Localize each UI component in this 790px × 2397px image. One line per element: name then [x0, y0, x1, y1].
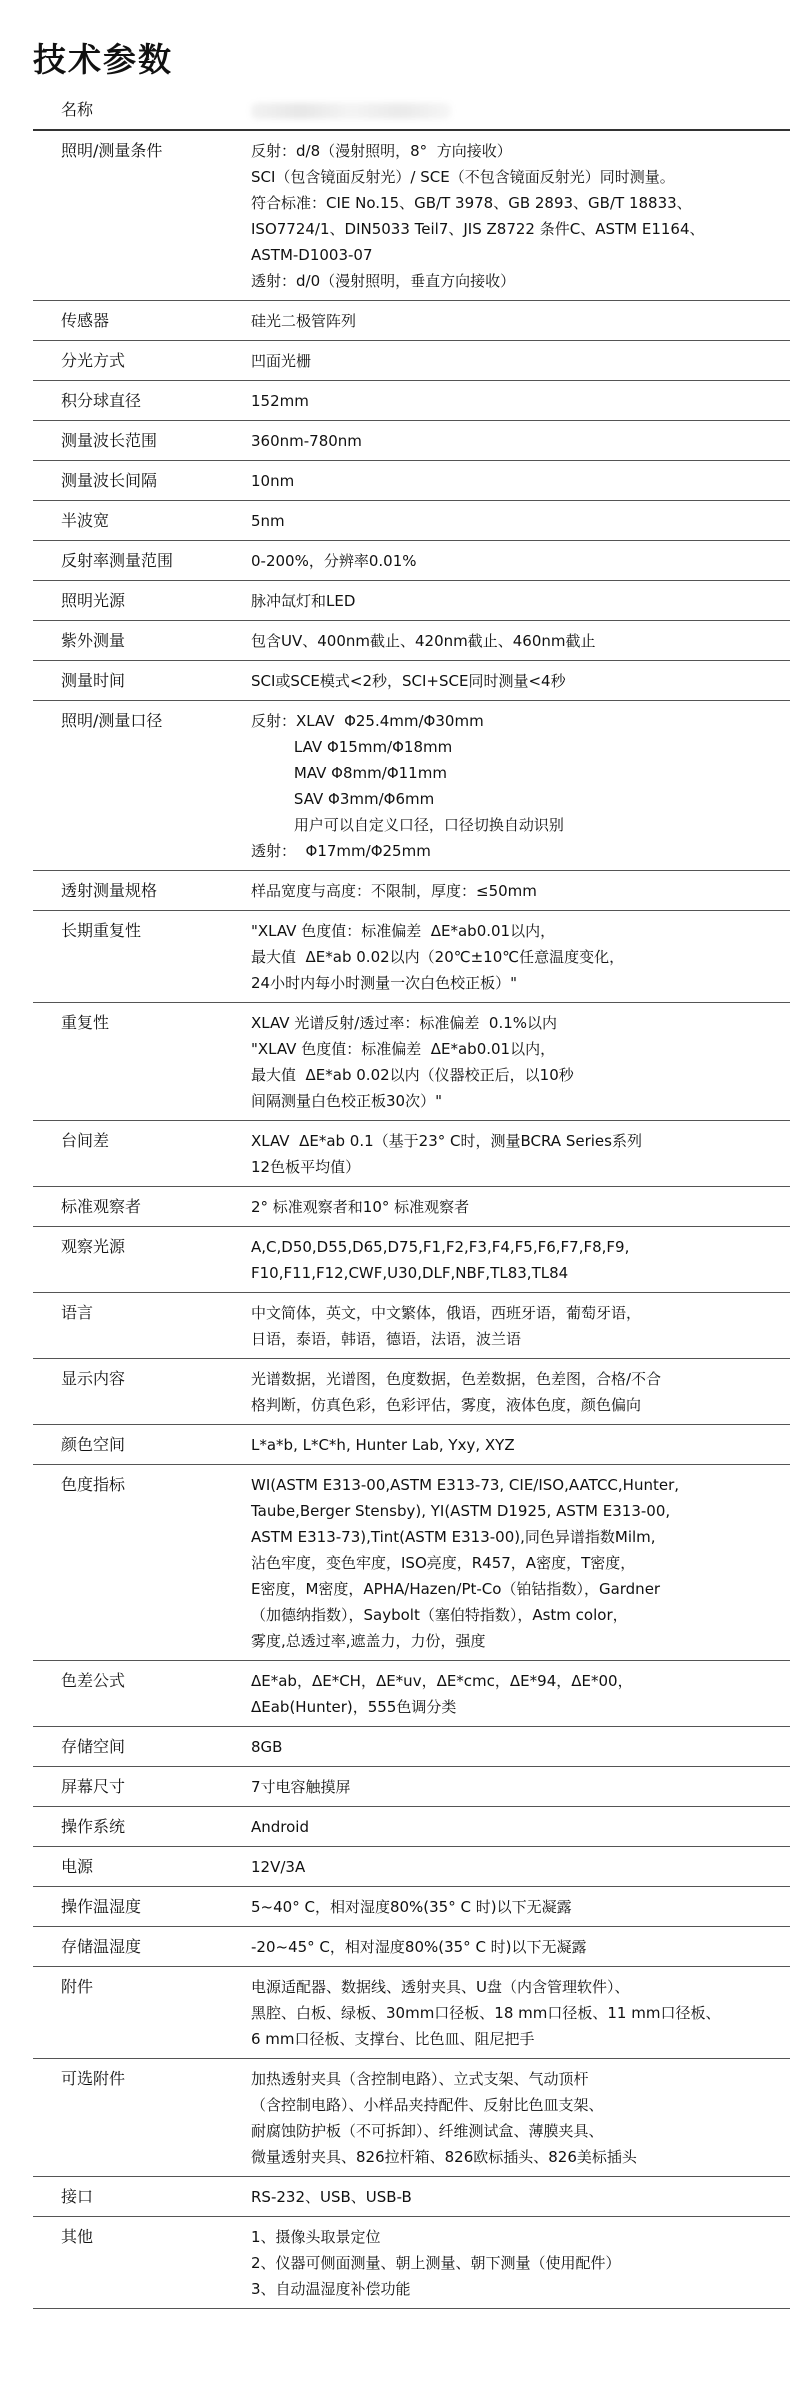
spec-row	[33, 1187, 790, 1227]
spec-value-line: 中文简体，英文，中文繁体，俄语，西班牙语，葡萄牙语，	[251, 1304, 642, 1322]
spec-value	[251, 1727, 790, 1767]
spec-value-line: （含控制电路）、小样品夹持配件、反射比色皿支架、	[251, 2096, 604, 2114]
spec-label: 台间差	[61, 1131, 110, 1150]
spec-value	[251, 501, 790, 541]
spec-value-line: 包含UV、400nm截止、420nm截止、460nm截止	[251, 632, 596, 650]
spec-label: 标准观察者	[61, 1197, 142, 1216]
spec-row	[33, 2059, 790, 2177]
spec-label: 观察光源	[61, 1237, 126, 1256]
spec-value-line: 最大值 ΔE*ab 0.02以内（仪器校正后，以10秒	[251, 1066, 574, 1084]
spec-value-line: 反射：XLAV Φ25.4mm/Φ30mm	[251, 712, 484, 730]
spec-value	[251, 701, 790, 871]
spec-value-line: -20~45° C，相对湿度80%(35° C 时)以下无凝露	[251, 1938, 587, 1956]
spec-row	[33, 381, 790, 421]
spec-value-line: 8GB	[251, 1738, 283, 1756]
spec-row	[33, 421, 790, 461]
spec-value-line: MAV Φ8mm/Φ11mm	[251, 764, 447, 782]
spec-row	[33, 1767, 790, 1807]
spec-value	[251, 341, 790, 381]
spec-label: 接口	[61, 2187, 94, 2206]
spec-label: 操作温湿度	[61, 1897, 142, 1916]
spec-label: 电源	[61, 1857, 94, 1876]
spec-row	[33, 1807, 790, 1847]
spec-value-line: 5nm	[251, 512, 285, 530]
spec-label: 分光方式	[61, 351, 126, 370]
spec-value-line: XLAV 光谱反射/透过率：标准偏差 0.1%以内	[251, 1014, 558, 1032]
spec-label: 名称	[61, 100, 94, 119]
spec-value-line: 7寸电容触摸屏	[251, 1778, 351, 1796]
spec-value-line: 152mm	[251, 392, 309, 410]
spec-value-line: 最大值 ΔE*ab 0.02以内（20℃±10℃任意温度变化，	[251, 948, 625, 966]
spec-value-line: （加德纳指数），Saybolt（塞伯特指数），Astm color，	[251, 1606, 628, 1624]
spec-label: 可选附件	[61, 2069, 126, 2088]
spec-value-line: WI(ASTM E313-00,ASTM E313-73, CIE/ISO,AATCC,Hunter,	[251, 1476, 679, 1494]
spec-value-line: 0-200%，分辨率0.01%	[251, 552, 417, 570]
spec-value	[251, 381, 790, 421]
spec-label: 语言	[61, 1303, 94, 1322]
spec-value-line: 2、仪器可侧面测量、朝上测量、朝下测量（使用配件）	[251, 2254, 621, 2272]
spec-value	[251, 421, 790, 461]
spec-row	[33, 341, 790, 381]
spec-label: 传感器	[61, 311, 110, 330]
spec-value	[251, 871, 790, 911]
spec-row	[33, 911, 790, 1003]
spec-value-line: 加热透射夹具（含控制电路）、立式支架、气动顶杆	[251, 2070, 589, 2088]
spec-value	[251, 2177, 790, 2217]
spec-value-line: 360nm-780nm	[251, 432, 362, 450]
spec-label: 反射率测量范围	[61, 551, 174, 570]
spec-row	[33, 1003, 790, 1121]
spec-row	[33, 130, 790, 301]
spec-value-line: ΔEab(Hunter)，555色调分类	[251, 1698, 457, 1716]
spec-value	[251, 1847, 790, 1887]
spec-value-line: 6 mm口径板、支撑台、比色皿、阻尼把手	[251, 2030, 535, 2048]
spec-row	[33, 90, 790, 130]
spec-value-line: E密度，M密度，APHA/Hazen/Pt-Co（铂钴指数），Gardner	[251, 1580, 661, 1598]
spec-label: 透射测量规格	[61, 881, 158, 900]
spec-value-line: 脉冲氙灯和LED	[251, 592, 356, 610]
spec-label: 照明/测量口径	[61, 711, 163, 730]
spec-value-line: F10,F11,F12,CWF,U30,DLF,NBF,TL83,TL84	[251, 1264, 569, 1282]
spec-row	[33, 1967, 790, 2059]
spec-value-line: SCI或SCE模式<2秒，SCI+SCE同时测量<4秒	[251, 672, 566, 690]
spec-value-line: 24小时内每小时测量一次白色校正板）"	[251, 974, 517, 992]
spec-value	[251, 1927, 790, 1967]
spec-value-line: 微量透射夹具、826拉杆箱、826欧标插头、826美标插头	[251, 2148, 637, 2166]
page-title: 技术参数	[33, 40, 173, 79]
spec-value-line: ISO7724/1、DIN5033 Teil7、JIS Z8722 条件C、ASTM E1164、	[251, 220, 705, 238]
spec-value-line: 耐腐蚀防护板（不可拆卸）、纤维测试盒、薄膜夹具、	[251, 2122, 604, 2140]
spec-label: 测量时间	[61, 671, 126, 690]
spec-value	[251, 1967, 790, 2059]
spec-value-line: SCI（包含镜面反射光）/ SCE（不包含镜面反射光）同时测量。	[251, 168, 675, 186]
spec-value	[251, 1359, 790, 1425]
spec-value-line: 5~40° C，相对湿度80%(35° C 时)以下无凝露	[251, 1898, 572, 1916]
spec-value	[251, 2217, 790, 2309]
spec-value-line: XLAV ΔE*ab 0.1（基于23° C时，测量BCRA Series系列	[251, 1132, 642, 1150]
spec-label: 重复性	[61, 1013, 110, 1032]
spec-row	[33, 621, 790, 661]
spec-label: 操作系统	[61, 1817, 126, 1836]
spec-value	[251, 301, 790, 341]
spec-value-line: 黑腔、白板、绿板、30mm口径板、18 mm口径板、11 mm口径板、	[251, 2004, 721, 2022]
spec-value-line: 2° 标准观察者和10° 标准观察者	[251, 1198, 470, 1216]
spec-row	[33, 1359, 790, 1425]
spec-value-line: 光谱数据，光谱图，色度数据，色差数据，色差图，合格/不合	[251, 1370, 662, 1388]
spec-value	[251, 541, 790, 581]
spec-label: 其他	[61, 2227, 94, 2246]
spec-row	[33, 301, 790, 341]
spec-value-line: 用户可以自定义口径，口径切换自动识别	[251, 816, 564, 834]
spec-row	[33, 501, 790, 541]
spec-value	[251, 1661, 790, 1727]
spec-row	[33, 2177, 790, 2217]
spec-value	[251, 1187, 790, 1227]
spec-value-line: L*a*b, L*C*h, Hunter Lab, Yxy, XYZ	[251, 1436, 515, 1454]
spec-row	[33, 1293, 790, 1359]
spec-value-line: RS-232、USB、USB-B	[251, 2188, 412, 2206]
spec-row	[33, 1927, 790, 1967]
spec-value	[251, 1887, 790, 1927]
spec-value-line: 间隔测量白色校正板30次）"	[251, 1092, 442, 1110]
blurred-value	[251, 103, 451, 119]
spec-value-line: 1、摄像头取景定位	[251, 2228, 381, 2246]
spec-value	[251, 581, 790, 621]
spec-label: 存储温湿度	[61, 1937, 142, 1956]
spec-row	[33, 1121, 790, 1187]
spec-label: 附件	[61, 1977, 94, 1996]
spec-value-line: 符合标准：CIE No.15、GB/T 3978、GB 2893、GB/T 18833、	[251, 194, 692, 212]
spec-row	[33, 871, 790, 911]
spec-value-line: "XLAV 色度值：标准偏差 ΔE*ab0.01以内，	[251, 922, 556, 940]
spec-value-line: Android	[251, 1818, 309, 1836]
spec-table	[33, 90, 790, 2309]
spec-label: 长期重复性	[61, 921, 142, 940]
spec-label: 紫外测量	[61, 631, 126, 650]
spec-value-line: 样品宽度与高度：不限制，厚度：≤50mm	[251, 882, 537, 900]
spec-label: 色度指标	[61, 1475, 126, 1494]
spec-value	[251, 621, 790, 661]
spec-value	[251, 1425, 790, 1465]
spec-row	[33, 1425, 790, 1465]
spec-value-line: ASTM E313-73),Tint(ASTM E313-00),同色异谱指数Milm,	[251, 1528, 656, 1546]
spec-row	[33, 1661, 790, 1727]
spec-value	[251, 90, 790, 130]
spec-value-line: SAV Φ3mm/Φ6mm	[251, 790, 435, 808]
spec-row	[33, 661, 790, 701]
spec-value	[251, 1003, 790, 1121]
spec-value	[251, 911, 790, 1003]
spec-label: 测量波长间隔	[61, 471, 158, 490]
spec-row	[33, 2217, 790, 2309]
spec-value-line: 凹面光栅	[251, 352, 312, 370]
spec-value-line: LAV Φ15mm/Φ18mm	[251, 738, 453, 756]
spec-value	[251, 1767, 790, 1807]
spec-label: 颜色空间	[61, 1435, 126, 1454]
spec-label: 照明/测量条件	[61, 141, 163, 160]
spec-row	[33, 1847, 790, 1887]
spec-row	[33, 1227, 790, 1293]
spec-value-line: 沾色牢度，变色牢度，ISO亮度，R457，A密度，T密度，	[251, 1554, 636, 1572]
spec-label: 半波宽	[61, 511, 110, 530]
spec-row	[33, 1887, 790, 1927]
spec-value	[251, 1293, 790, 1359]
spec-value-line: "XLAV 色度值：标准偏差 ΔE*ab0.01以内，	[251, 1040, 556, 1058]
spec-label: 色差公式	[61, 1671, 126, 1690]
spec-value-line: A,C,D50,D55,D65,D75,F1,F2,F3,F4,F5,F6,F7,F8,F9,	[251, 1238, 630, 1256]
spec-label: 照明光源	[61, 591, 126, 610]
spec-value-line: ΔE*ab，ΔE*CH，ΔE*uv，ΔE*cmc，ΔE*94，ΔE*00，	[251, 1672, 633, 1690]
spec-value-line: 12色板平均值）	[251, 1158, 361, 1176]
spec-value-line: 硅光二极管阵列	[251, 312, 357, 330]
spec-value-line: 日语，泰语，韩语，德语，法语，波兰语	[251, 1330, 522, 1348]
spec-value-line: 反射：d/8（漫射照明，8° 方向接收）	[251, 142, 512, 160]
spec-value-line: ASTM-D1003-07	[251, 246, 373, 264]
spec-row	[33, 581, 790, 621]
spec-value	[251, 2059, 790, 2177]
spec-value-line: 雾度,总透过率,遮盖力，力份，强度	[251, 1632, 486, 1650]
spec-label: 显示内容	[61, 1369, 126, 1388]
spec-label: 屏幕尺寸	[61, 1777, 126, 1796]
spec-value-line: 透射：d/0（漫射照明，垂直方向接收）	[251, 272, 516, 290]
spec-label: 测量波长范围	[61, 431, 158, 450]
spec-value	[251, 1227, 790, 1293]
spec-value-line: 透射： Φ17mm/Φ25mm	[251, 842, 431, 860]
spec-value-line: 12V/3A	[251, 1858, 306, 1876]
spec-value-line: 3、自动温湿度补偿功能	[251, 2280, 411, 2298]
spec-row	[33, 1465, 790, 1661]
spec-value-line: Taube,Berger Stensby), YI(ASTM D1925, ASTM E313-00,	[251, 1502, 671, 1520]
spec-label: 积分球直径	[61, 391, 142, 410]
spec-value	[251, 461, 790, 501]
spec-value	[251, 1807, 790, 1847]
spec-value-line: 格判断，仿真色彩，色彩评估，雾度，液体色度，颜色偏向	[251, 1396, 642, 1414]
spec-row	[33, 1727, 790, 1767]
spec-value	[251, 1121, 790, 1187]
spec-value-line: 10nm	[251, 472, 295, 490]
spec-row	[33, 461, 790, 501]
spec-label: 存储空间	[61, 1737, 126, 1756]
spec-value	[251, 661, 790, 701]
spec-row	[33, 541, 790, 581]
spec-row	[33, 701, 790, 871]
spec-value	[251, 1465, 790, 1661]
spec-value-line: 电源适配器、数据线、透射夹具、U盘（内含管理软件）、	[251, 1978, 630, 1996]
spec-value	[251, 130, 790, 301]
